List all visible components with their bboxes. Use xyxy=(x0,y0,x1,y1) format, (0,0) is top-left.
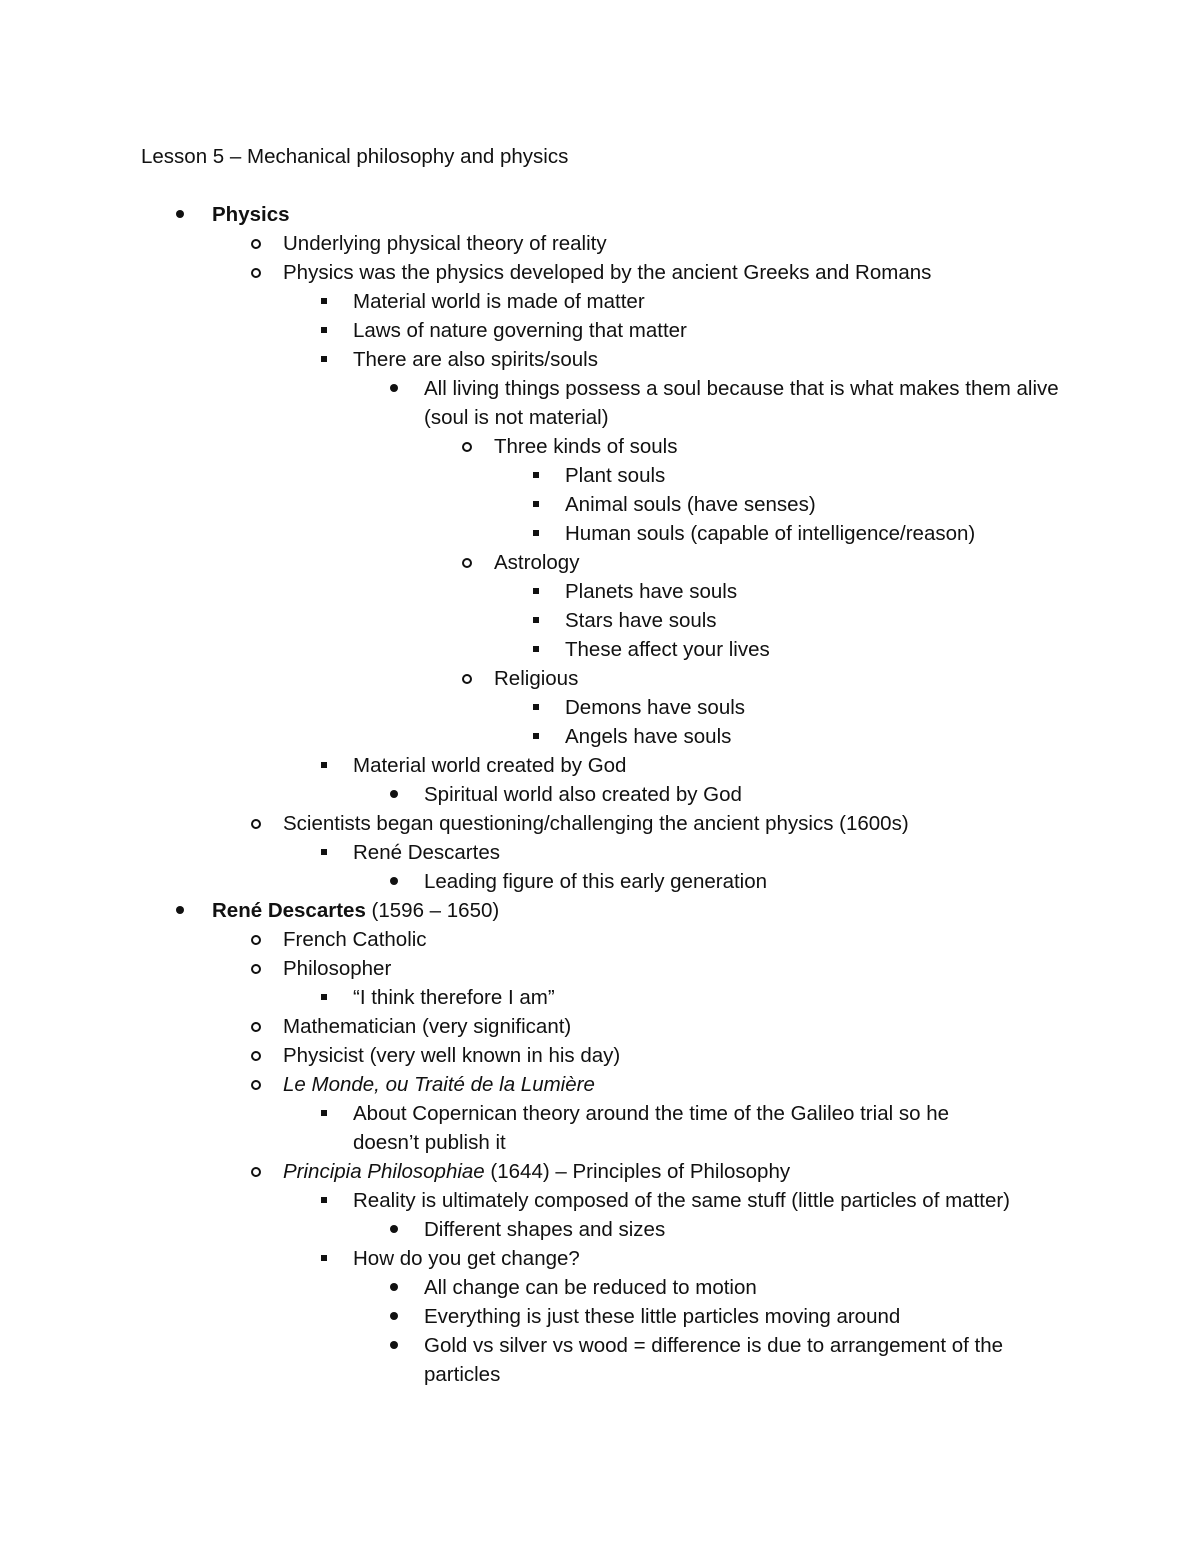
list-item xyxy=(0,229,1200,258)
circle-bullet-icon xyxy=(247,258,267,287)
list-item xyxy=(0,751,1200,780)
list-item xyxy=(0,1099,1200,1157)
list-item xyxy=(0,983,1200,1012)
item-text: Reality is ultimately composed of the same stuff (little particles of matter) xyxy=(353,1189,1011,1212)
item-text: How do you get change? xyxy=(353,1247,580,1270)
item-text: Philosopher xyxy=(283,957,392,980)
disc-bullet-icon xyxy=(386,374,406,403)
list-item xyxy=(0,258,1200,287)
list-item xyxy=(0,606,1200,635)
square-bullet-icon xyxy=(528,519,548,548)
disc-bullet-icon xyxy=(386,867,406,896)
circle-bullet-icon xyxy=(458,664,478,693)
circle-bullet-icon xyxy=(458,548,478,577)
list-item xyxy=(0,1012,1200,1041)
item-text: Three kinds of souls xyxy=(494,435,678,458)
disc-bullet-icon xyxy=(386,1273,406,1302)
item-text: Different shapes and sizes xyxy=(424,1218,666,1241)
square-bullet-icon xyxy=(528,635,548,664)
list-item xyxy=(0,200,1200,229)
list-item xyxy=(0,1302,1200,1331)
list-item xyxy=(0,1273,1200,1302)
list-item xyxy=(0,664,1200,693)
list-item xyxy=(0,867,1200,896)
square-bullet-icon xyxy=(316,983,336,1012)
item-text: Material world created by God xyxy=(353,754,627,777)
item-italic-text: Le Monde, ou Traité de la Lumière xyxy=(283,1073,595,1096)
item-text: Physics was the physics developed by the ancient Greeks and Romans xyxy=(283,261,932,284)
item-text: Animal souls (have senses) xyxy=(565,493,816,516)
disc-bullet-icon xyxy=(172,200,192,229)
item-text: Everything is just these little particles moving around xyxy=(424,1305,901,1328)
item-text: Astrology xyxy=(494,551,580,574)
item-text: René Descartes xyxy=(353,841,500,864)
list-item xyxy=(0,1041,1200,1070)
item-text: Plant souls xyxy=(565,464,666,487)
square-bullet-icon xyxy=(528,577,548,606)
item-text: All change can be reduced to motion xyxy=(424,1276,757,1299)
list-item xyxy=(0,1157,1200,1186)
list-item xyxy=(0,838,1200,867)
square-bullet-icon xyxy=(528,606,548,635)
square-bullet-icon xyxy=(316,1099,336,1128)
item-text: Underlying physical theory of reality xyxy=(283,232,607,255)
item-text: Stars have souls xyxy=(565,609,717,632)
square-bullet-icon xyxy=(316,287,336,316)
list-item xyxy=(0,1186,1200,1215)
square-bullet-icon xyxy=(528,490,548,519)
circle-bullet-icon xyxy=(247,1012,267,1041)
disc-bullet-icon xyxy=(172,896,192,925)
square-bullet-icon xyxy=(528,461,548,490)
item-text: “I think therefore I am” xyxy=(353,986,555,1009)
page-title: Lesson 5 – Mechanical philosophy and physics xyxy=(141,145,569,168)
item-text: Religious xyxy=(494,667,579,690)
item-text: Demons have souls xyxy=(565,696,746,719)
item-text: French Catholic xyxy=(283,928,427,951)
circle-bullet-icon xyxy=(247,229,267,258)
list-item xyxy=(0,432,1200,461)
item-text: Spiritual world also created by God xyxy=(424,783,742,806)
list-item xyxy=(0,896,1200,925)
square-bullet-icon xyxy=(528,722,548,751)
square-bullet-icon xyxy=(316,751,336,780)
square-bullet-icon xyxy=(316,345,336,374)
list-item xyxy=(0,1331,1200,1389)
item-text: There are also spirits/souls xyxy=(353,348,598,371)
list-item xyxy=(0,287,1200,316)
list-item xyxy=(0,461,1200,490)
item-text: Planets have souls xyxy=(565,580,738,603)
item-text: Mathematician (very significant) xyxy=(283,1015,572,1038)
disc-bullet-icon xyxy=(386,1215,406,1244)
square-bullet-icon xyxy=(316,316,336,345)
item-text: Scientists began questioning/challenging the ancient physics (1600s) xyxy=(283,812,909,835)
item-text: Leading figure of this early generation xyxy=(424,870,768,893)
list-item xyxy=(0,345,1200,374)
circle-bullet-icon xyxy=(247,925,267,954)
list-item xyxy=(0,577,1200,606)
square-bullet-icon xyxy=(316,1186,336,1215)
list-item xyxy=(0,635,1200,664)
item-text: (1596 – 1650) xyxy=(365,899,500,922)
disc-bullet-icon xyxy=(386,780,406,809)
item-text: (1644) – Principles of Philosophy xyxy=(484,1160,791,1183)
list-item xyxy=(0,1244,1200,1273)
list-item xyxy=(0,548,1200,577)
circle-bullet-icon xyxy=(247,954,267,983)
list-item xyxy=(0,722,1200,751)
circle-bullet-icon xyxy=(458,432,478,461)
square-bullet-icon xyxy=(316,838,336,867)
list-item xyxy=(0,316,1200,345)
item-text: Angels have souls xyxy=(565,725,732,748)
item-text: Gold vs silver vs wood = difference is due to arrangement of the particles xyxy=(424,1334,1004,1386)
disc-bullet-icon xyxy=(386,1302,406,1331)
item-italic-text: Principia Philosophiae xyxy=(283,1160,485,1183)
list-item xyxy=(0,1070,1200,1099)
item-text: Physicist (very well known in his day) xyxy=(283,1044,621,1067)
list-item xyxy=(0,780,1200,809)
disc-bullet-icon xyxy=(386,1331,406,1360)
item-text: Laws of nature governing that matter xyxy=(353,319,687,342)
square-bullet-icon xyxy=(316,1244,336,1273)
item-bold-text: René Descartes xyxy=(212,899,366,922)
circle-bullet-icon xyxy=(247,809,267,838)
item-text: Human souls (capable of intelligence/reason) xyxy=(565,522,976,545)
item-text: These affect your lives xyxy=(565,638,770,661)
item-text: Physics xyxy=(212,203,290,226)
list-item xyxy=(0,374,1200,432)
circle-bullet-icon xyxy=(247,1157,267,1186)
item-text: All living things possess a soul because that is what makes them alive (soul is not material) xyxy=(424,377,1059,429)
list-item xyxy=(0,809,1200,838)
list-item xyxy=(0,693,1200,722)
list-item xyxy=(0,490,1200,519)
list-item xyxy=(0,954,1200,983)
list-item xyxy=(0,925,1200,954)
item-text: About Copernican theory around the time of the Galileo trial so he doesn’t publish it xyxy=(353,1102,949,1154)
list-item xyxy=(0,519,1200,548)
item-text: Material world is made of matter xyxy=(353,290,645,313)
outline-list xyxy=(0,200,1200,1389)
square-bullet-icon xyxy=(528,693,548,722)
circle-bullet-icon xyxy=(247,1041,267,1070)
circle-bullet-icon xyxy=(247,1070,267,1099)
list-item xyxy=(0,1215,1200,1244)
